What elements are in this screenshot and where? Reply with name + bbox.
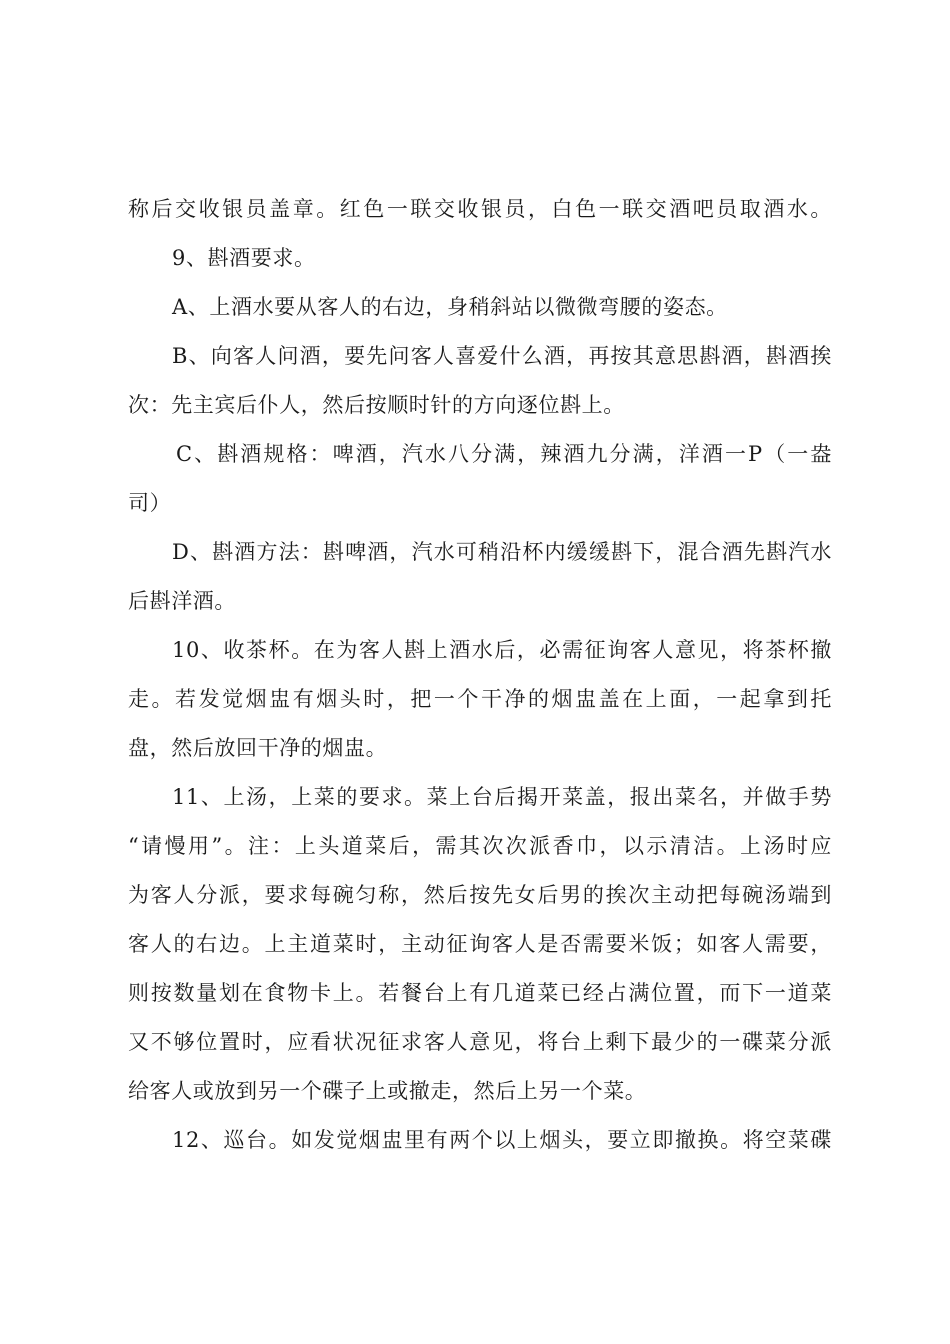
text-line: D、斟酒方法：斟啤酒，汽水可稍沿杯内缓缓斟下，混合酒先斟汽水 (172, 540, 832, 564)
text-line: 次：先主宾后仆人，然后按顺时针的方向逐位斟上。 (128, 393, 625, 417)
text-line: 走。若发觉烟盅有烟头时，把一个干净的烟盅盖在上面，一起拿到托 (128, 687, 832, 711)
text-line: B、向客人问酒，要先问客人喜爱什么酒，再按其意思斟酒，斟酒挨 (172, 344, 832, 368)
section-heading: 10、收茶杯。在为客人斟上酒水后，必需征询客人意见，将茶杯撤 (172, 638, 832, 662)
text-line: 后斟洋酒。 (128, 589, 236, 613)
section-heading: 9、斟酒要求。 (172, 246, 316, 270)
section-heading: 11、上汤，上菜的要求。菜上台后揭开菜盖，报出菜名，并做手势 (172, 785, 832, 809)
text-line: 为客人分派，要求每碗匀称，然后按先女后男的挨次主动把每碗汤端到 (128, 883, 832, 907)
text-line: 给客人或放到另一个碟子上或撤走，然后上另一个菜。 (128, 1079, 647, 1103)
text-line: 则按数量划在食物卡上。若餐台上有几道菜已经占满位置，而下一道菜 (128, 981, 832, 1005)
text-line: 盘，然后放回干净的烟盅。 (128, 736, 388, 760)
document-body (128, 185, 832, 1165)
text-line: “请慢用”。注：上头道菜后，需其次次派香巾，以示清洁。上汤时应 (128, 834, 832, 858)
text-line: 客人的右边。上主道菜时，主动征询客人是否需要米饭；如客人需要， (128, 932, 832, 956)
text-line: 又不够位置时，应看状况征求客人意见，将台上剩下最少的一碟菜分派 (128, 1030, 832, 1054)
text-line: 司） (128, 491, 172, 515)
text-line: A、上酒水要从客人的右边，身稍斜站以微微弯腰的姿态。 (172, 295, 728, 319)
section-heading: 12、巡台。如发觉烟盅里有两个以上烟头，要立即撤换。将空菜碟 (172, 1128, 832, 1152)
text-line: 称后交收银员盖章。红色一联交收银员，白色一联交酒吧员取酒水。 (128, 197, 832, 221)
text-line: C、斟酒规格：啤酒，汽水八分满，辣酒九分满，洋酒一P（一盎 (176, 442, 832, 466)
